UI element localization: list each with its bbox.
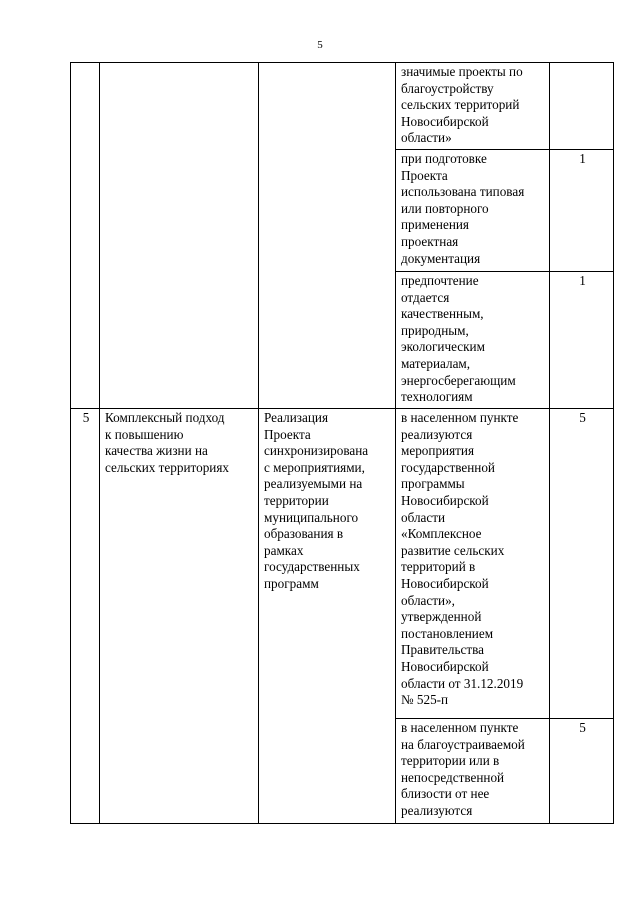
row-number-cell [71,63,100,409]
indicator-cell: Реализация Проекта синхронизирована с мероприятиями, реализуемыми на территории муниципального образования в рамках государственных программ [259,409,396,824]
sub-indicator-cell: в населенном пункте реализуются мероприятия государственной программы Новосибирской области «Комплексное развитие сельских территорий в Новосибирской области», утвержденной постановлением Правительства Новосибирской области от 31.12.2019 № 525-п [396,409,550,719]
criterion-cell: Комплексный подход к повышению качества жизни на сельских территориях [100,409,259,824]
page-number: 5 [317,39,323,51]
score-cell [550,63,614,150]
table-row [71,63,614,150]
criterion-cell [100,63,259,409]
sub-indicator-cell: предпочтение отдается качественным, природным, экологическим материалам, энергосберегающим технологиям [396,272,550,409]
table-row [71,409,614,719]
indicator-cell [259,63,396,409]
criteria-table [70,62,614,824]
score-cell: 5 [550,409,614,719]
row-number-cell: 5 [71,409,100,824]
sub-indicator-cell: значимые проекты по благоустройству сельских территорий Новосибирской области» [396,63,550,150]
sub-indicator-cell: в населенном пункте на благоустраиваемой территории или в непосредственной близости от нее реализуются [396,719,550,824]
score-cell: 5 [550,719,614,824]
score-cell: 1 [550,272,614,409]
sub-indicator-cell: при подготовке Проекта использована типовая или повторного применения проектная документация [396,150,550,272]
score-cell: 1 [550,150,614,272]
